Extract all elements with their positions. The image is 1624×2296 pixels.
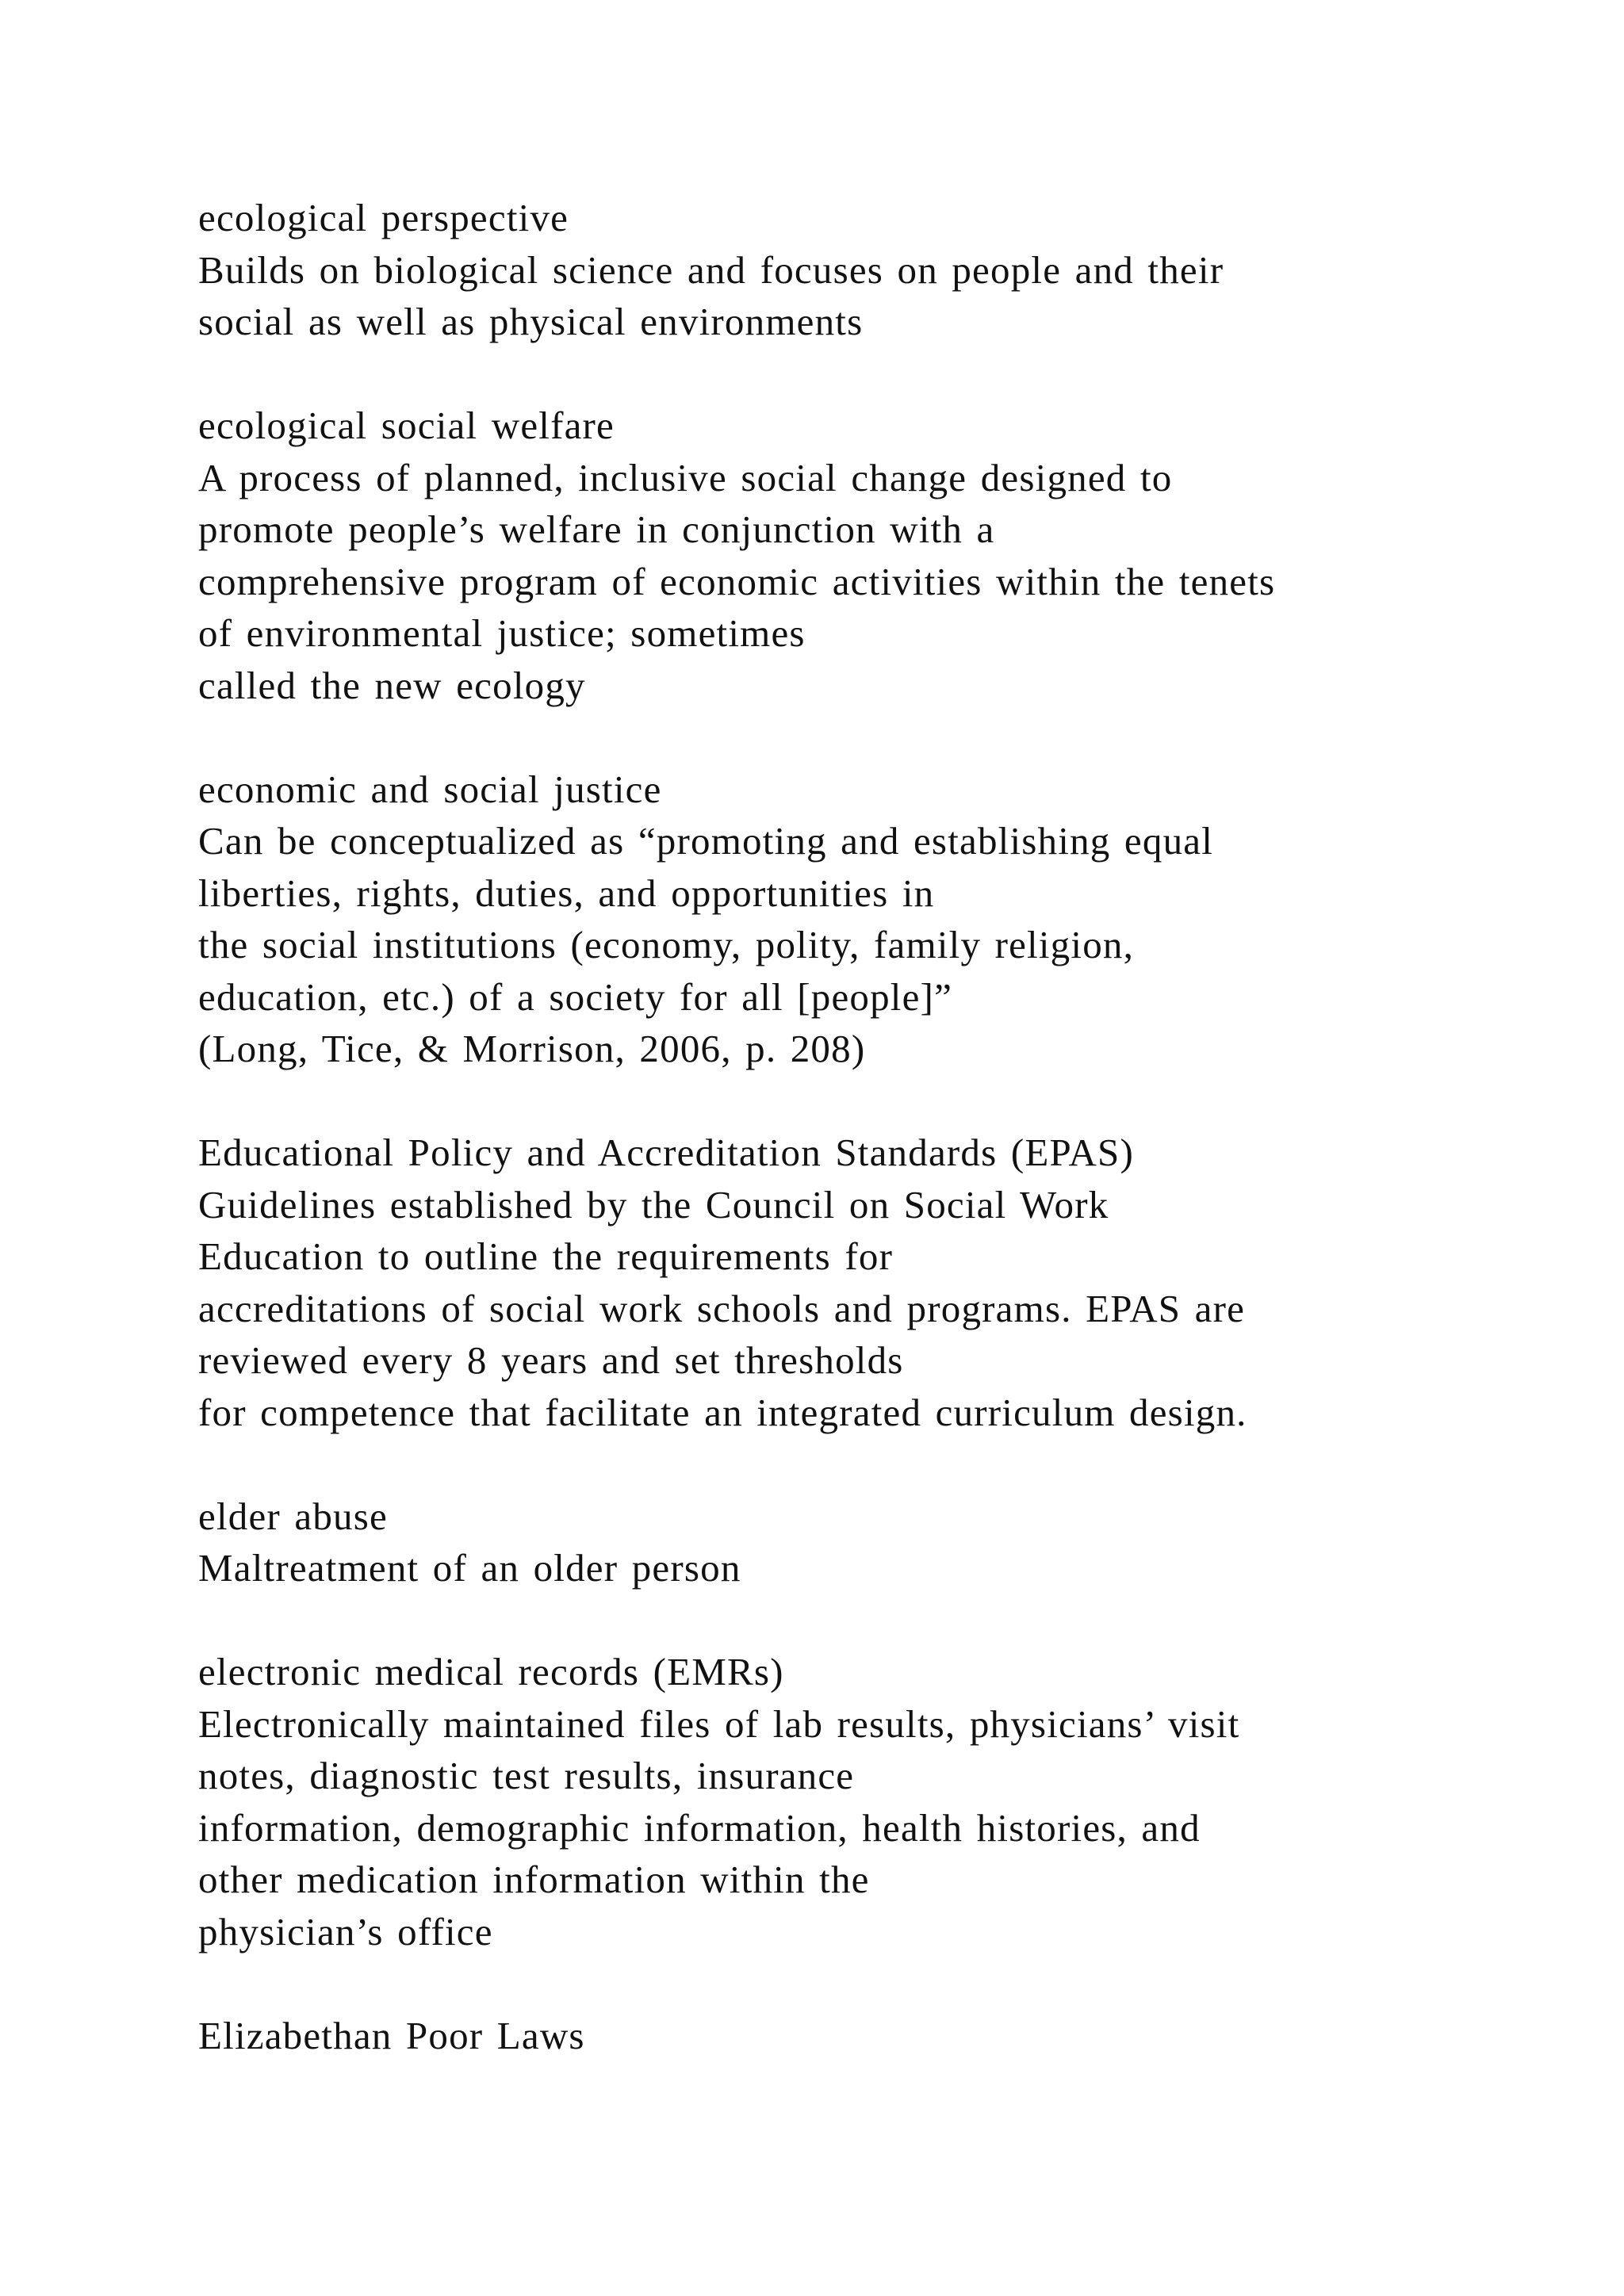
definition-line: physician’s office [198, 1909, 493, 1954]
glossary-entry [198, 400, 1546, 711]
definition-line: information, demographic information, health histories, and [198, 1805, 1201, 1850]
definition-line: comprehensive program of economic activities within the tenets [198, 559, 1276, 603]
definition-line: promote people’s welfare in conjunction with a [198, 507, 995, 551]
glossary-text [198, 192, 1546, 2114]
glossary-entry [198, 192, 1546, 348]
definition-line: Electronically maintained files of lab results, physicians’ visit [198, 1701, 1240, 1746]
glossary-term: electronic medical records (EMRs) [198, 1650, 784, 1693]
definition-line: the social institutions (economy, polity, family religion, [198, 923, 1135, 966]
definition-line: social as well as physical environments [198, 300, 864, 343]
definition-line: Education to outline the requirements for [198, 1234, 894, 1278]
definition-line: accreditations of social work schools and programs. EPAS are [198, 1286, 1246, 1330]
definition-line: (Long, Tice, & Morrison, 2006, p. 208) [198, 1027, 866, 1070]
glossary-entry [198, 763, 1546, 1075]
definition-line: A process of planned, inclusive social change designed to [198, 455, 1173, 499]
glossary-term: elder abuse [198, 1494, 388, 1538]
definition-line: Builds on biological science and focuses on people and their [198, 247, 1224, 292]
definition-line: for competence that facilitate an integrated curriculum design. [198, 1390, 1247, 1434]
glossary-term: economic and social justice [198, 767, 662, 811]
glossary-entry [198, 1490, 1546, 1594]
definition-line: liberties, rights, duties, and opportunities in [198, 871, 935, 915]
glossary-entry [198, 2010, 1546, 2062]
definition-line: Guidelines established by the Council on Social Work [198, 1182, 1109, 1226]
glossary-entry [198, 1127, 1546, 1438]
definition-line: called the new ecology [198, 663, 586, 707]
definition-line: Maltreatment of an older person [198, 1546, 741, 1590]
definition-line: other medication information within the [198, 1858, 870, 1901]
glossary-term: ecological perspective [198, 196, 569, 239]
glossary-term: ecological social welfare [198, 404, 615, 447]
glossary-term: Educational Policy and Accreditation Standards (EPAS) [198, 1131, 1134, 1174]
definition-line: Can be conceptualized as “promoting and establishing equal [198, 819, 1214, 863]
definition-line: of environmental justice; sometimes [198, 611, 806, 655]
glossary-entry [198, 1646, 1546, 1957]
definition-line: notes, diagnostic test results, insurance [198, 1754, 855, 1797]
definition-line: reviewed every 8 years and set thresholds [198, 1338, 904, 1382]
definition-line: education, etc.) of a society for all [people]” [198, 974, 953, 1019]
glossary-term: Elizabethan Poor Laws [198, 2013, 585, 2057]
